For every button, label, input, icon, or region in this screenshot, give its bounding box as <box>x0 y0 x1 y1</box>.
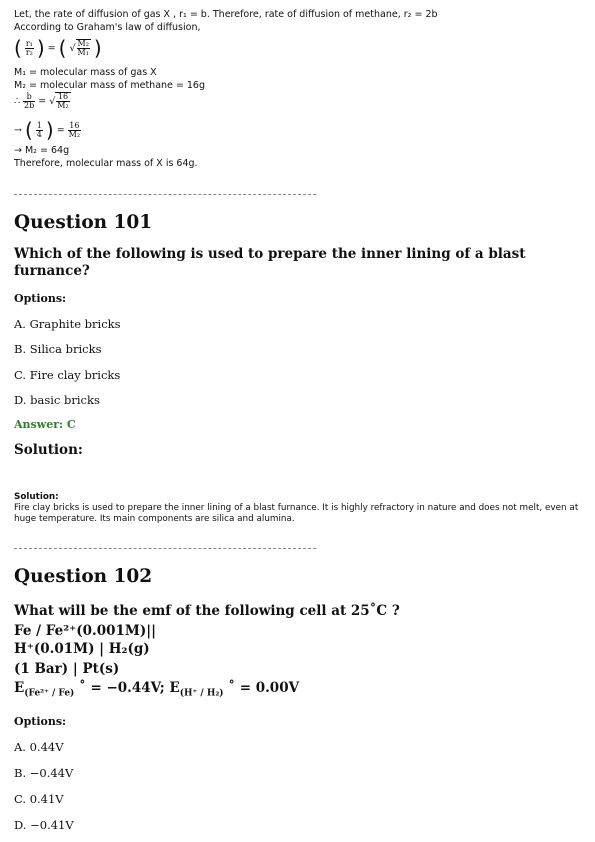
graham-equation: ( $\frac{\text{r₁}}{\text{r₂}}$ ) = ( √ $\frac{\text{M₂}}{\text{M₁}}$ ) <box>14 36 102 60</box>
solution-line-1: Let, the rate of diffusion of gas X , r₁ = b. Therefore, rate of diffusion of methane, r₂ = 2b <box>14 9 438 20</box>
question-text-line-2: Fe / Fe²⁺(0.001M)|| <box>14 623 157 639</box>
solution-subheading: Solution: <box>14 492 59 502</box>
definition-m1: M₁ = molecular mass of gas X <box>14 67 157 78</box>
fraction: $\frac{\text{r₁}}{\text{r₂}}$ <box>25 38 33 57</box>
options-label: Options: <box>14 292 67 305</box>
divider <box>14 194 316 195</box>
option-b: B. Silica bricks <box>14 342 102 356</box>
question-text-line-4: (1 Bar) | Pt(s) <box>14 661 120 677</box>
option-a: A. Graphite bricks <box>14 317 121 331</box>
question-text-line-3: H⁺(0.01M) | H₂(g) <box>14 641 150 657</box>
definition-m2: M₂ = molecular mass of methane = 16g <box>14 80 206 91</box>
solution-block <box>14 492 584 525</box>
equation-step-2: ∴ $\frac{b}{2b}$ = √ $\frac{16}{\text{M₂}}$ <box>14 91 69 110</box>
option-b: B. −0.44V <box>14 766 74 780</box>
divider <box>14 548 316 549</box>
option-a: A. 0.44V <box>14 740 64 754</box>
solution-text: Fire clay bricks is used to prepare the inner lining of a blast furnance. It is highly refractory in nature and does not melt, even at huge temperature. Its main components are silica and alumina. <box>14 503 579 524</box>
question-text-line-5: $E_{(Fe^{2+} / Fe)}$ ˚ = −0.44V; $E_{(H^+ / H_2)}$ ˚ = 0.00V <box>14 680 300 699</box>
option-c: C. Fire clay bricks <box>14 368 121 382</box>
option-c: C. 0.41V <box>14 792 64 806</box>
equation-step-3: → ( $\frac{1}{4}$ ) = $\frac{16}{\text{M₂}}$ <box>14 118 81 142</box>
solution-heading: Solution: <box>14 442 83 458</box>
question-title: Question 101 <box>14 212 153 233</box>
option-d: D. −0.41V <box>14 818 74 832</box>
question-text: Which of the following is used to prepare the inner lining of a blast furnance? <box>14 246 526 279</box>
equation-result: → M₂ = 64g <box>14 145 70 156</box>
options-label: Options: <box>14 715 67 728</box>
solution-conclusion: Therefore, molecular mass of X is 64g. <box>14 158 198 169</box>
answer-label: Answer: C <box>14 418 76 431</box>
option-d: D. basic bricks <box>14 393 100 407</box>
question-title: Question 102 <box>14 566 153 587</box>
solution-line-2: According to Graham's law of diffusion, <box>14 22 201 33</box>
question-text-line-1: What will be the emf of the following cell at 25˚C ? <box>14 603 400 619</box>
